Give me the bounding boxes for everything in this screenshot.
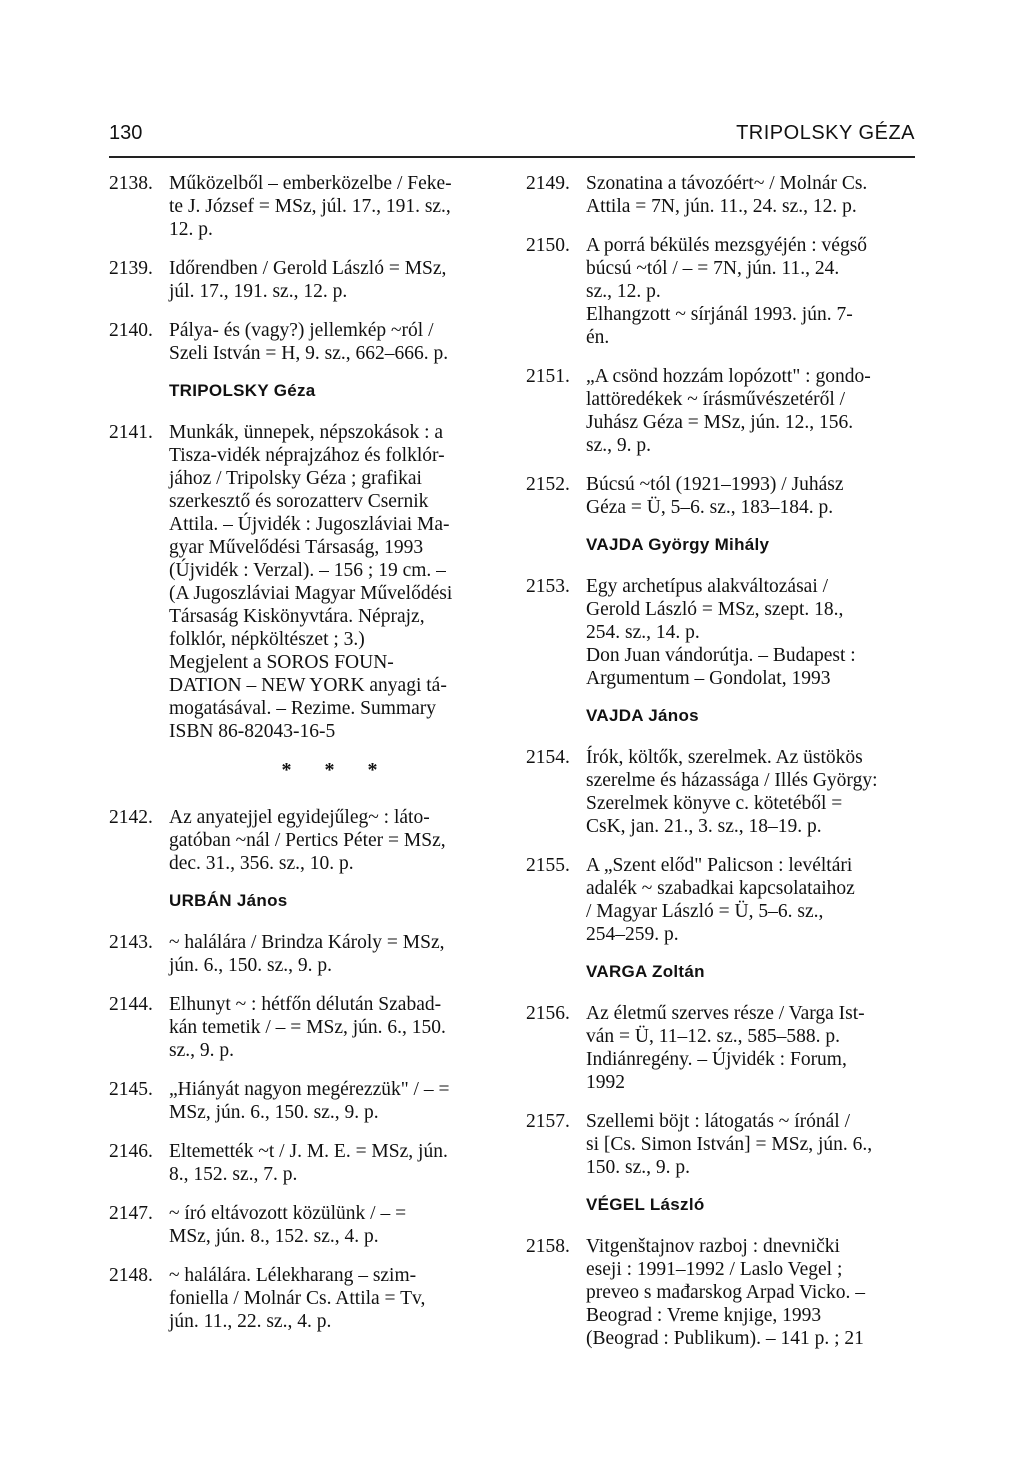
entry-text-line: Beograd : Vreme knjige, 1993 (586, 1305, 822, 1326)
entry-text-line: 1992 (586, 1072, 625, 1093)
entry-text-line: Attila = 7N, jún. 11., 24. sz., 12. p. (586, 196, 857, 217)
entry-text-line: eseji : 1991–1992 / Laslo Vegel ; (586, 1259, 843, 1280)
entry-number: 2158. (526, 1236, 570, 1257)
entry-text-line: mogatásával. – Rezime. Summary (169, 698, 436, 719)
entry-number: 2144. (109, 994, 153, 1015)
entry-text-line: si [Cs. Simon István] = MSz, jún. 6., (586, 1134, 873, 1155)
author-heading: VARGA Zoltán (586, 962, 705, 981)
entry-text-line: Megjelent a SOROS FOUN- (169, 652, 394, 673)
entry-text-line: MSz, jún. 8., 152. sz., 4. p. (169, 1226, 379, 1247)
entry-text-line: Don Juan vándorútja. – Budapest : (586, 645, 856, 666)
entry-text-line: ~ halálára. Lélekharang – szim- (169, 1265, 417, 1286)
entry-text-line: Indiánregény. – Újvidék : Forum, (586, 1049, 847, 1070)
entry-text-line: sz., 9. p. (586, 435, 651, 456)
entry-text-line: 254–259. p. (586, 924, 679, 945)
entry-text-line: Argumentum – Gondolat, 1993 (586, 668, 831, 689)
entry-text-line: Szonatina a távozóért~ / Molnár Cs. (586, 173, 868, 194)
entry-number: 2151. (526, 366, 570, 387)
bibliography-entry (526, 172, 916, 218)
entry-text-line: én. (586, 327, 610, 348)
author-heading: VÉGEL László (586, 1195, 705, 1214)
bibliography-entry (109, 1264, 504, 1333)
entry-number: 2149. (526, 173, 570, 194)
entry-text-line: DATION – NEW YORK anyagi tá- (169, 675, 447, 696)
entry-text-line: szerkesztő és sorozatterv Csernik (169, 491, 429, 512)
bibliography-entry (526, 473, 916, 519)
bibliography-entry (526, 365, 916, 457)
entry-number: 2143. (109, 932, 153, 953)
entry-text-line: Szerelmek könyve c. kötetéből = (586, 793, 843, 814)
entry-text-line: Szeli István = H, 9. sz., 662–666. p. (169, 343, 449, 364)
bibliography-entry (526, 854, 916, 946)
bibliography-entry (526, 1002, 916, 1094)
entry-text-line: jún. 6., 150. sz., 9. p. (169, 955, 333, 976)
author-heading: URBÁN János (169, 891, 288, 910)
entry-text-line: adalék ~ szabadkai kapcsolataihoz (586, 878, 855, 899)
right-column (526, 172, 916, 1366)
entry-number: 2147. (109, 1203, 153, 1224)
entry-text-line: Eltemették ~t / J. M. E. = MSz, jún. (169, 1141, 448, 1162)
entry-text-line: 12. p. (169, 219, 213, 240)
entry-text-line: Pálya- és (vagy?) jellemkép ~ról / (169, 320, 434, 341)
bibliography-entry (109, 257, 504, 303)
entry-text-line: kán temetik / – = MSz, jún. 6., 150. (169, 1017, 446, 1038)
entry-text-line: ~ halálára / Brindza Károly = MSz, (169, 932, 445, 953)
page-number: 130 (109, 122, 143, 144)
author-heading: VAJDA János (586, 706, 699, 725)
entry-text-line: ISBN 86-82043-16-5 (169, 721, 336, 742)
entry-text-line: ~ író eltávozott közülünk / – = (169, 1203, 407, 1224)
entry-text-line: preveo s mađarskog Arpad Vicko. – (586, 1282, 865, 1303)
entry-text-line: júl. 17., 191. sz., 12. p. (169, 281, 348, 302)
entry-number: 2153. (526, 576, 570, 597)
entry-text-line: jún. 11., 22. sz., 4. p. (169, 1311, 332, 1332)
entry-text-line: folklór, népköltészet ; 3.) (169, 629, 365, 650)
running-head: TRIPOLSKY GÉZA (736, 122, 915, 144)
entry-text-line: dec. 31., 356. sz., 10. p. (169, 853, 354, 874)
bibliography-entry (109, 931, 504, 977)
entry-text-line: Vitgenštajnov razboj : dnevnički (586, 1236, 840, 1257)
entry-text-line: te J. József = MSz, júl. 17., 191. sz., (169, 196, 451, 217)
bibliography-entry (526, 1235, 916, 1350)
entry-text-line: MSz, jún. 6., 150. sz., 9. p. (169, 1102, 379, 1123)
bibliography-entry (526, 234, 916, 349)
entry-text-line: Juhász Géza = MSz, jún. 12., 156. (586, 412, 854, 433)
entry-text-line: Tisza-vidék néprajzához és folklór- (169, 445, 445, 466)
bibliography-entry (109, 1140, 504, 1186)
bibliography-entry (109, 993, 504, 1062)
bibliography-entry (109, 172, 504, 241)
entry-text-line: Géza = Ü, 5–6. sz., 183–184. p. (586, 497, 834, 518)
entry-text-line: (Beograd : Publikum). – 141 p. ; 21 (586, 1328, 864, 1349)
bibliography-entry (526, 746, 916, 838)
entry-number: 2152. (526, 474, 570, 495)
entry-text-line: lattöredékek ~ írásművészetéről / (586, 389, 846, 410)
entry-number: 2142. (109, 807, 153, 828)
bibliography-entry (109, 806, 504, 875)
bibliography-entry (526, 1110, 916, 1179)
author-heading: TRIPOLSKY Géza (169, 381, 316, 400)
entry-text-line: 150. sz., 9. p. (586, 1157, 690, 1178)
entry-text-line: Az életmű szerves része / Varga Ist- (586, 1003, 865, 1024)
entry-number: 2156. (526, 1003, 570, 1024)
bibliography-entry (109, 421, 504, 743)
entry-text-line: Munkák, ünnepek, népszokások : a (169, 422, 444, 443)
entry-text-line: ván = Ü, 11–12. sz., 585–588. p. (586, 1026, 841, 1047)
bibliography-entry (109, 1202, 504, 1248)
entry-text-line: jához / Tripolsky Géza ; grafikai (169, 468, 422, 489)
entry-number: 2157. (526, 1111, 570, 1132)
entry-number: 2138. (109, 173, 153, 194)
entry-text-line: Az anyatejjel egyidejűleg~ : láto- (169, 807, 430, 828)
left-column (109, 172, 504, 1349)
entry-text-line: Írók, költők, szerelmek. Az üstökös (586, 747, 863, 768)
entry-text-line: Gerold László = MSz, szept. 18., (586, 599, 844, 620)
entry-number: 2154. (526, 747, 570, 768)
bibliography-entry (109, 319, 504, 365)
entry-text-line: Időrendben / Gerold László = MSz, (169, 258, 447, 279)
entry-text-line: A porrá békülés mezsgyéjén : végső (586, 235, 868, 256)
entry-number: 2146. (109, 1141, 153, 1162)
entry-number: 2140. (109, 320, 153, 341)
entry-text-line: gatóban ~nál / Pertics Péter = MSz, (169, 830, 446, 851)
entry-number: 2141. (109, 422, 153, 443)
entry-text-line: Elhunyt ~ : hétfőn délután Szabad- (169, 994, 442, 1015)
entry-text-line: sz., 9. p. (169, 1040, 234, 1061)
entry-text-line: CsK, jan. 21., 3. sz., 18–19. p. (586, 816, 822, 837)
author-heading: VAJDA György Mihály (586, 535, 770, 554)
entry-text-line: Attila. – Újvidék : Jugoszláviai Ma- (169, 514, 450, 535)
entry-text-line: búcsú ~tól / – = 7N, jún. 11., 24. (586, 258, 840, 279)
entry-text-line: Elhangzott ~ sírjánál 1993. jún. 7- (586, 304, 853, 325)
entry-text-line: „Hiányát nagyon megérezzük" / – = (169, 1079, 450, 1100)
entry-text-line: sz., 12. p. (586, 281, 661, 302)
entry-text-line: foniella / Molnár Cs. Attila = Tv, (169, 1288, 426, 1309)
section-separator: * * * (281, 759, 392, 781)
entry-number: 2150. (526, 235, 570, 256)
entry-text-line: 8., 152. sz., 7. p. (169, 1164, 298, 1185)
entry-text-line: A „Szent előd" Palicson : levéltári (586, 855, 853, 876)
bibliography-entry (526, 575, 916, 690)
entry-number: 2155. (526, 855, 570, 876)
entry-text-line: Egy archetípus alakváltozásai / (586, 576, 829, 597)
bibliography-entry (109, 1078, 504, 1124)
entry-text-line: szerelme és házassága / Illés György: (586, 770, 878, 791)
entry-number: 2145. (109, 1079, 153, 1100)
entry-text-line: gyar Művelődési Társaság, 1993 (169, 537, 424, 558)
entry-text-line: Műközelből – emberközelbe / Feke- (169, 173, 452, 194)
entry-text-line: Szellemi böjt : látogatás ~ írónál / (586, 1111, 850, 1132)
entry-number: 2139. (109, 258, 153, 279)
entry-text-line: / Magyar László = Ü, 5–6. sz., (586, 901, 824, 922)
entry-text-line: „A csönd hozzám lopózott" : gondo- (586, 366, 871, 387)
entry-text-line: (A Jugoszláviai Magyar Művelődési (169, 583, 453, 604)
entry-text-line: Búcsú ~tól (1921–1993) / Juhász (586, 474, 844, 495)
entry-text-line: (Újvidék : Verzal). – 156 ; 19 cm. – (169, 560, 446, 581)
entry-text-line: Társaság Kiskönyvtára. Néprajz, (169, 606, 425, 627)
entry-text-line: 254. sz., 14. p. (586, 622, 700, 643)
entry-number: 2148. (109, 1265, 153, 1286)
page-header (109, 122, 915, 158)
